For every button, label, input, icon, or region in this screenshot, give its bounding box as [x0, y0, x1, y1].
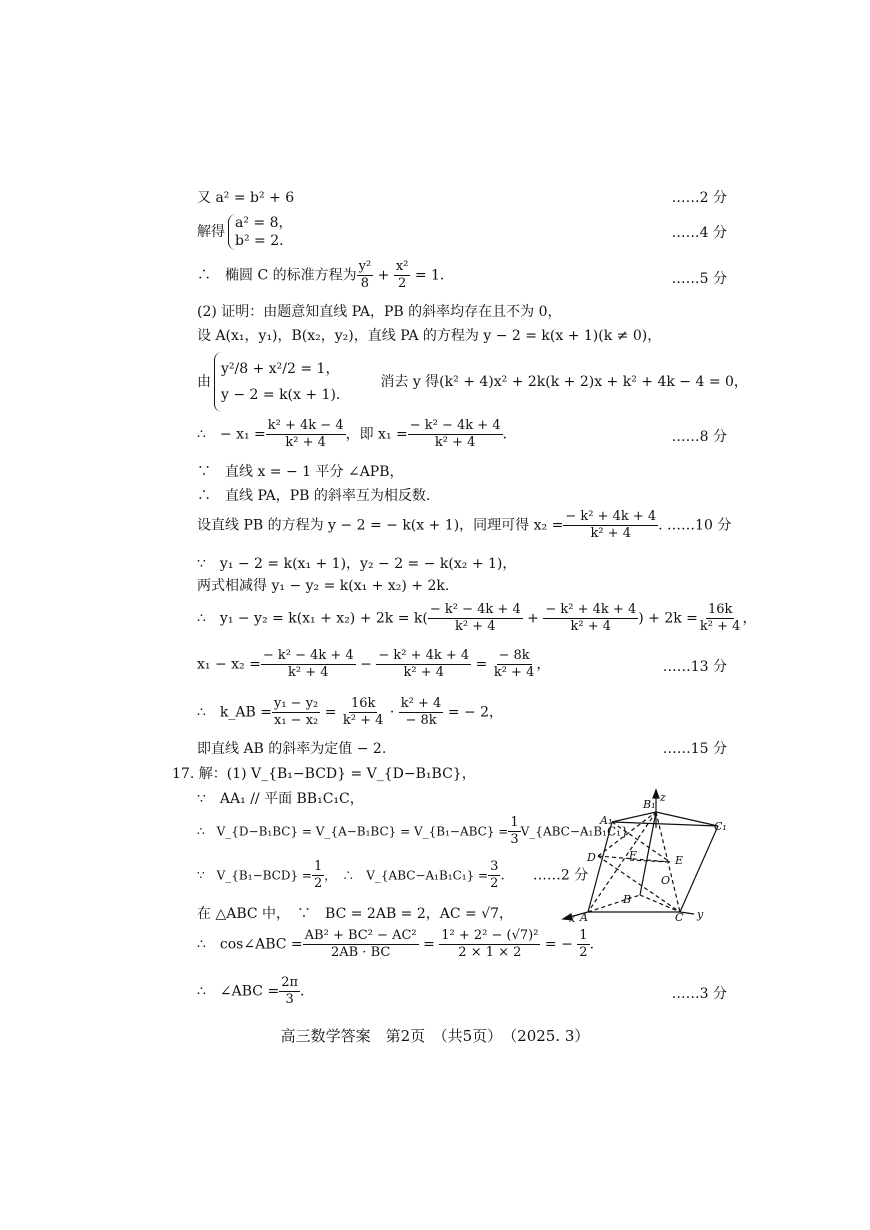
label-C: C	[675, 911, 684, 924]
score-8: ……8 分	[671, 429, 727, 445]
volume-chain: ∴ V_{D−B₁BC} = V_{A−B₁BC} = V_{B₁−ABC} = $\frac{1}{3}$ V_{ABC−A₁B₁C₁}.	[197, 815, 633, 847]
bisect-statement: ∵ 直线 x = − 1 平分 ∠APB，	[197, 464, 404, 480]
system-eliminate: 由 y²/8 + x²/2 = 1， y − 2 = k(x + 1). 消去 y 得(k² + 4)x² + 2k(k + 2)x + k² + 4k − 4 = 0，	[197, 352, 748, 412]
score-2: ……2 分	[671, 190, 727, 206]
label-y: y	[697, 908, 704, 921]
score-13: ……13 分	[662, 659, 727, 675]
subtract-equations: 两式相减得 y₁ − y₂ = k(x₁ + x₂) + 2k.	[197, 578, 450, 594]
prism-figure	[560, 785, 735, 925]
volume-values: ∵ V_{B₁−BCD} = $\frac{1}{2}$ ， ∴ V_{ABC−A₁B₁C₁} = $\frac{3}{2}$ . ……2 分	[197, 859, 589, 891]
label-D: D	[587, 851, 596, 864]
label-x: x	[569, 912, 576, 925]
system-brace-2: y²/8 + x²/2 = 1， y − 2 = k(x + 1).	[214, 352, 340, 412]
label-z: z	[660, 791, 666, 804]
score-3: ……3 分	[671, 986, 727, 1002]
problem-17-start: 17. 解：(1) V_{B₁−BCD} = V_{D−B₁BC}，	[172, 766, 476, 782]
system-brace: a² = 8， b² = 2.	[228, 214, 293, 250]
x1-expression: ∴ − x₁ = $\frac{\text{k² + 4k − 4}}{\text{k² + 4}}$ ，即 x₁ = $\frac{\text{− k² − 4k + 4}}{\text{k² + 4}}$ .	[197, 418, 508, 450]
label-O: O	[661, 874, 671, 887]
label-A: A	[580, 911, 588, 924]
angle-result: ∴ ∠ABC = $\frac{2\pi}{3}$ .	[197, 975, 305, 1007]
y-difference: ∴ y₁ − y₂ = k(x₁ + x₂) + 2k = k( $\frac{\text{− k² − 4k + 4}}{\text{k² + 4}}$ + $\frac{\text{− k² + 4k + 4}}{\text{k² + 4}}$ ) + 2k = $\frac{16k}{\text{k² + 4}}$ ，	[197, 602, 757, 634]
ellipse-equation: ∴ 椭圆 C 的标准方程为 $\frac{\text{y²}}{8}$ + $\frac{\text{x²}}{2}$ = 1.	[197, 259, 445, 291]
score-4: ……4 分	[671, 225, 727, 241]
page-footer: 高三数学答案 第2页 （共5页） （2025. 3）	[280, 1027, 590, 1045]
x2-expression: 设直线 PB 的方程为 y − 2 = − k(x + 1)，同理可得 x₂ = $\frac{\text{− k² + 4k + 4}}{\text{k² + 4}}$ . ……10 分	[197, 509, 732, 541]
slope-conclusion: 即直线 AB 的斜率为定值 − 2.	[197, 741, 387, 757]
label-C1: C₁	[714, 820, 727, 833]
x-difference: x₁ − x₂ = $\frac{\text{− k² − 4k + 4}}{\text{k² + 4}}$ − $\frac{\text{− k² + 4k + 4}}{\text{k² + 4}}$ = $\frac{- 8k}{\text{k² + 4}}$ ，	[197, 648, 551, 680]
score-5: ……5 分	[671, 271, 727, 287]
score-15: ……15 分	[662, 741, 727, 757]
label-B1: B₁	[643, 798, 656, 811]
y-relations: ∵ y₁ − 2 = k(x₁ + 1)，y₂ − 2 = − k(x₂ + 1)，	[197, 556, 517, 572]
slope-ab: ∴ k_AB = $\frac{\text{y₁ − y₂}}{\text{x₁ − x₂}}$ = $\frac{16k}{\text{k² + 4}}$ · $\frac{\text{k² + 4}}{- 8k}$ = − 2，	[197, 696, 504, 728]
triangle-sides: 在 △ABC 中， ∵ BC = 2AB = 2，AC = √7，	[197, 906, 514, 922]
set-points: 设 A(x₁，y₁)，B(x₂，y₂)，直线 PA 的方程为 y − 2 = k(x + 1)(k ≠ 0)，	[197, 328, 662, 344]
cosine-calc: ∴ cos∠ABC = $\frac{\text{AB² + BC² − AC²}}{2AB \cdot BC}$ = $\frac{\text{1² + 2² − (√7)²}}{2 \times 1 \times 2}$ = − $\frac{1}{2}$ .	[197, 928, 595, 960]
label-A1: A₁	[600, 814, 613, 827]
parallel-plane: ∵ AA₁ // 平面 BB₁C₁C，	[197, 791, 364, 807]
eq-line-1: 又 a² = b² + 6	[197, 190, 295, 206]
opposite-slopes: ∴ 直线 PA，PB 的斜率互为相反数.	[197, 488, 431, 504]
label-F: F	[629, 849, 637, 862]
label-E: E	[675, 854, 684, 867]
proof-intro: (2) 证明：由题意知直线 PA，PB 的斜率均存在且不为 0，	[197, 304, 562, 320]
solve-system: 解得 a² = 8， b² = 2.	[197, 215, 293, 249]
label-B: B	[623, 893, 632, 906]
